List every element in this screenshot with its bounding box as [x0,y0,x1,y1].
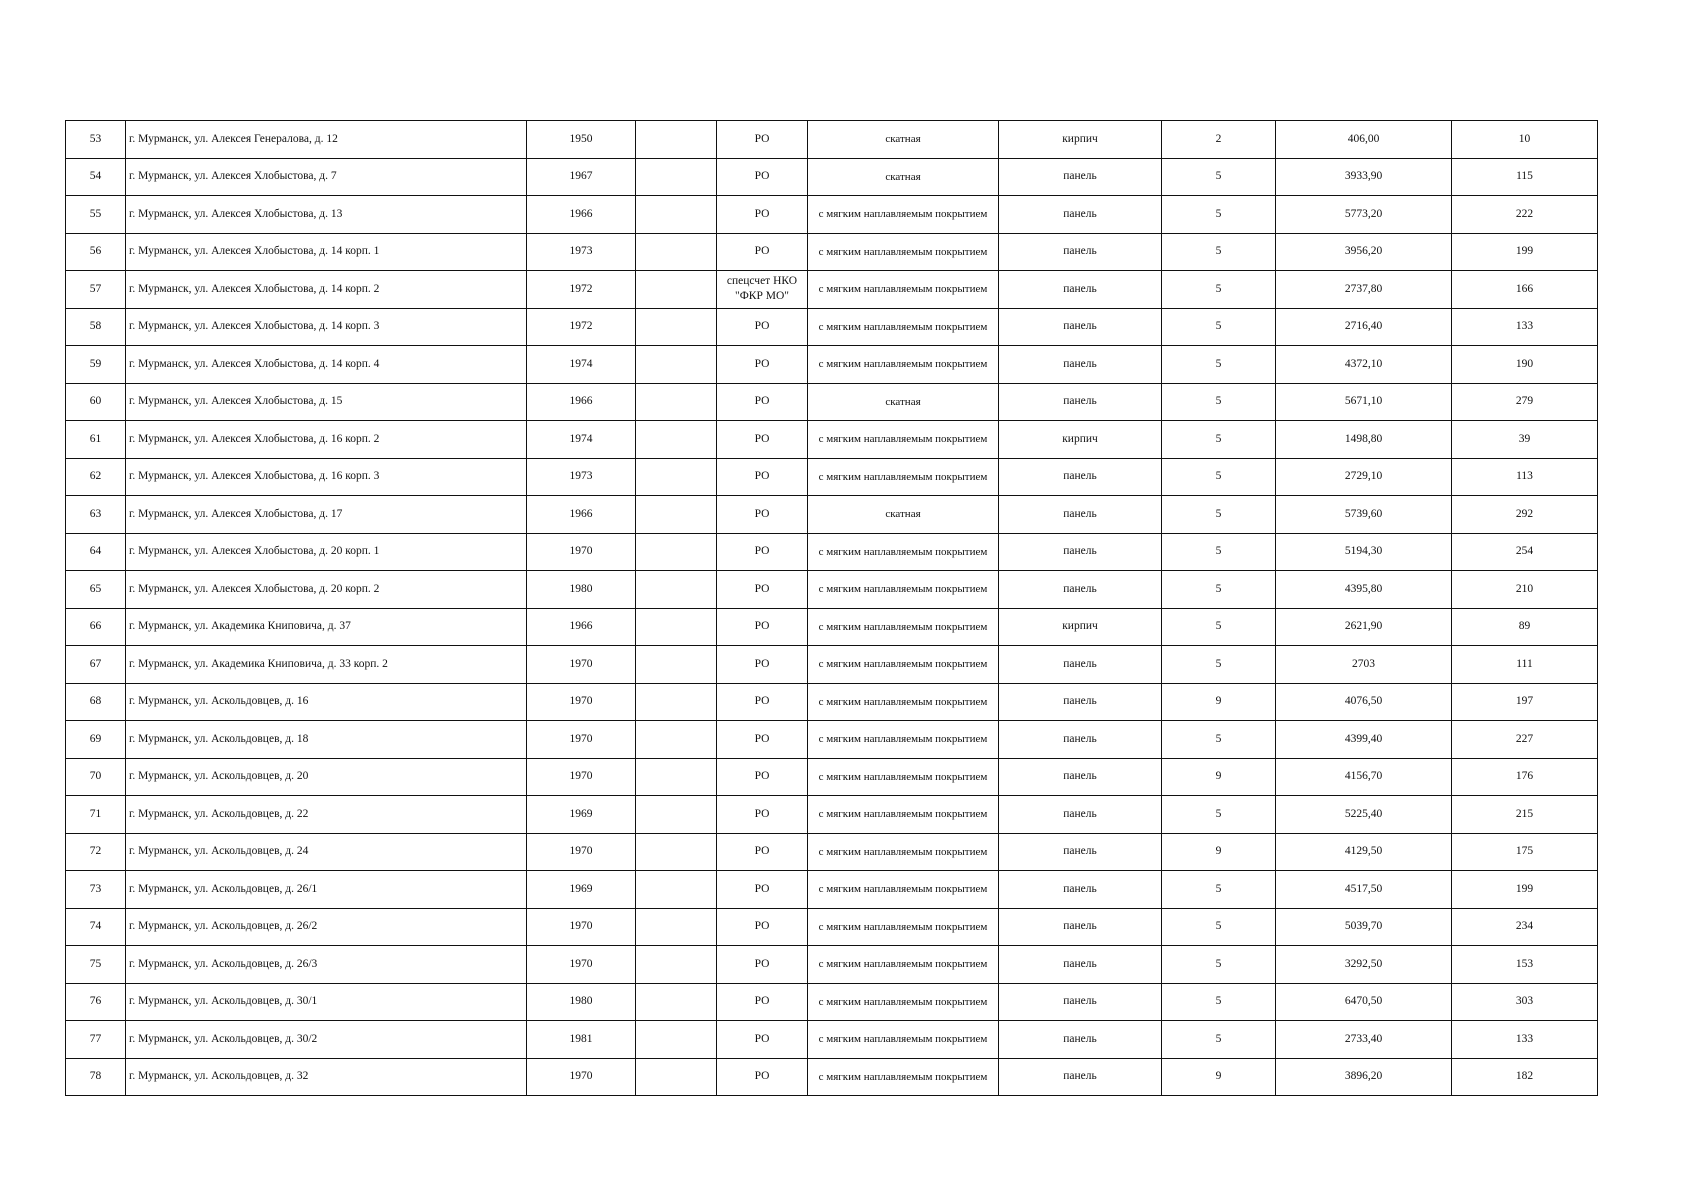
address-cell: г. Мурманск, ул. Алексея Хлобыстова, д. 14 корп. 3 [126,308,527,346]
table-row [66,121,1598,159]
floors-cell: 2 [1162,121,1276,159]
wall-material-cell: панель [999,1058,1162,1096]
wall-material-cell: панель [999,458,1162,496]
roof-type-cell: с мягким наплавляемым покрытием [808,421,999,459]
year-built-cell: 1970 [527,758,636,796]
residents-cell: 222 [1452,196,1598,234]
year-built-cell: 1970 [527,908,636,946]
floors-cell: 9 [1162,758,1276,796]
roof-type-cell: с мягким наплавляемым покрытием [808,721,999,759]
year-built-cell: 1970 [527,721,636,759]
wall-material-cell: панель [999,308,1162,346]
floors-cell: 5 [1162,721,1276,759]
floors-cell: 5 [1162,158,1276,196]
table-row [66,833,1598,871]
address-cell: г. Мурманск, ул. Алексея Хлобыстова, д. 16 корп. 3 [126,458,527,496]
address-cell: г. Мурманск, ул. Алексея Хлобыстова, д. 17 [126,496,527,534]
year-built-cell: 1970 [527,833,636,871]
residents-cell: 115 [1452,158,1598,196]
floors-cell: 5 [1162,421,1276,459]
table-row [66,608,1598,646]
residents-cell: 215 [1452,796,1598,834]
residents-cell: 190 [1452,346,1598,384]
fund-method-cell: РО [717,646,808,684]
row-number-cell: 69 [66,721,126,759]
table-row [66,758,1598,796]
table-row [66,346,1598,384]
residents-cell: 210 [1452,571,1598,609]
table-row [66,908,1598,946]
empty-cell [636,496,717,534]
residents-cell: 182 [1452,1058,1598,1096]
empty-cell [636,721,717,759]
wall-material-cell: панель [999,383,1162,421]
address-cell: г. Мурманск, ул. Аскольдовцев, д. 18 [126,721,527,759]
roof-type-cell: с мягким наплавляемым покрытием [808,233,999,271]
address-cell: г. Мурманск, ул. Алексея Хлобыстова, д. 14 корп. 4 [126,346,527,384]
table-row [66,496,1598,534]
fund-method-cell: РО [717,533,808,571]
fund-method-cell: РО [717,1058,808,1096]
roof-type-cell: с мягким наплавляемым покрытием [808,1021,999,1059]
address-cell: г. Мурманск, ул. Алексея Хлобыстова, д. 20 корп. 2 [126,571,527,609]
roof-type-cell: с мягким наплавляемым покрытием [808,908,999,946]
roof-type-cell: скатная [808,121,999,159]
roof-type-cell: скатная [808,496,999,534]
empty-cell [636,796,717,834]
floors-cell: 5 [1162,308,1276,346]
fund-method-cell: РО [717,496,808,534]
area-cell: 4076,50 [1276,683,1452,721]
row-number-cell: 63 [66,496,126,534]
year-built-cell: 1970 [527,683,636,721]
fund-method-cell: РО [717,983,808,1021]
area-cell: 2621,90 [1276,608,1452,646]
empty-cell [636,833,717,871]
row-number-cell: 66 [66,608,126,646]
empty-cell [636,533,717,571]
area-cell: 406,00 [1276,121,1452,159]
area-cell: 1498,80 [1276,421,1452,459]
empty-cell [636,383,717,421]
floors-cell: 5 [1162,983,1276,1021]
row-number-cell: 56 [66,233,126,271]
table-row [66,158,1598,196]
wall-material-cell: панель [999,908,1162,946]
wall-material-cell: панель [999,946,1162,984]
year-built-cell: 1950 [527,121,636,159]
year-built-cell: 1966 [527,196,636,234]
year-built-cell: 1973 [527,458,636,496]
fund-method-cell: РО [717,571,808,609]
year-built-cell: 1970 [527,946,636,984]
residents-cell: 133 [1452,308,1598,346]
wall-material-cell: кирпич [999,421,1162,459]
area-cell: 3933,90 [1276,158,1452,196]
year-built-cell: 1974 [527,421,636,459]
year-built-cell: 1980 [527,983,636,1021]
area-cell: 5773,20 [1276,196,1452,234]
residents-cell: 111 [1452,646,1598,684]
fund-method-cell: РО [717,908,808,946]
address-cell: г. Мурманск, ул. Аскольдовцев, д. 32 [126,1058,527,1096]
floors-cell: 5 [1162,1021,1276,1059]
wall-material-cell: кирпич [999,121,1162,159]
row-number-cell: 76 [66,983,126,1021]
row-number-cell: 62 [66,458,126,496]
floors-cell: 5 [1162,571,1276,609]
fund-method-cell: РО [717,346,808,384]
empty-cell [636,421,717,459]
fund-method-cell: РО [717,721,808,759]
table-row [66,721,1598,759]
wall-material-cell: панель [999,683,1162,721]
residents-cell: 89 [1452,608,1598,646]
wall-material-cell: панель [999,758,1162,796]
area-cell: 5039,70 [1276,908,1452,946]
fund-method-cell: РО [717,608,808,646]
roof-type-cell: с мягким наплавляемым покрытием [808,946,999,984]
floors-cell: 9 [1162,833,1276,871]
year-built-cell: 1967 [527,158,636,196]
fund-method-cell: РО [717,683,808,721]
wall-material-cell: панель [999,983,1162,1021]
year-built-cell: 1972 [527,271,636,309]
address-cell: г. Мурманск, ул. Алексея Генералова, д. 12 [126,121,527,159]
roof-type-cell: с мягким наплавляемым покрытием [808,646,999,684]
address-cell: г. Мурманск, ул. Алексея Хлобыстова, д. 15 [126,383,527,421]
floors-cell: 5 [1162,871,1276,909]
roof-type-cell: с мягким наплавляемым покрытием [808,983,999,1021]
roof-type-cell: с мягким наплавляемым покрытием [808,796,999,834]
roof-type-cell: с мягким наплавляемым покрытием [808,346,999,384]
residents-cell: 199 [1452,871,1598,909]
residents-cell: 113 [1452,458,1598,496]
residents-cell: 279 [1452,383,1598,421]
empty-cell [636,871,717,909]
roof-type-cell: с мягким наплавляемым покрытием [808,271,999,309]
table-row [66,383,1598,421]
empty-cell [636,196,717,234]
roof-type-cell: с мягким наплавляемым покрытием [808,533,999,571]
empty-cell [636,983,717,1021]
area-cell: 3896,20 [1276,1058,1452,1096]
table-row [66,871,1598,909]
row-number-cell: 59 [66,346,126,384]
address-cell: г. Мурманск, ул. Аскольдовцев, д. 24 [126,833,527,871]
fund-method-cell: РО [717,758,808,796]
row-number-cell: 67 [66,646,126,684]
table-row [66,646,1598,684]
wall-material-cell: панель [999,346,1162,384]
roof-type-cell: скатная [808,383,999,421]
residents-cell: 166 [1452,271,1598,309]
residents-cell: 197 [1452,683,1598,721]
fund-method-cell: РО [717,871,808,909]
floors-cell: 5 [1162,458,1276,496]
area-cell: 4395,80 [1276,571,1452,609]
area-cell: 5739,60 [1276,496,1452,534]
area-cell: 3956,20 [1276,233,1452,271]
table-row [66,533,1598,571]
area-cell: 2733,40 [1276,1021,1452,1059]
table-row [66,946,1598,984]
wall-material-cell: панель [999,796,1162,834]
year-built-cell: 1970 [527,533,636,571]
empty-cell [636,121,717,159]
area-cell: 4517,50 [1276,871,1452,909]
wall-material-cell: кирпич [999,608,1162,646]
fund-method-cell: РО [717,233,808,271]
roof-type-cell: с мягким наплавляемым покрытием [808,308,999,346]
year-built-cell: 1973 [527,233,636,271]
row-number-cell: 75 [66,946,126,984]
roof-type-cell: с мягким наплавляемым покрытием [808,571,999,609]
residents-cell: 175 [1452,833,1598,871]
fund-method-cell: РО [717,383,808,421]
roof-type-cell: с мягким наплавляемым покрытием [808,196,999,234]
fund-method-cell: РО [717,196,808,234]
table-row [66,271,1598,309]
area-cell: 4129,50 [1276,833,1452,871]
fund-method-cell: спецсчет НКО "ФКР МО" [717,271,808,309]
year-built-cell: 1969 [527,871,636,909]
floors-cell: 5 [1162,196,1276,234]
floors-cell: 5 [1162,346,1276,384]
floors-cell: 5 [1162,271,1276,309]
row-number-cell: 74 [66,908,126,946]
row-number-cell: 58 [66,308,126,346]
row-number-cell: 72 [66,833,126,871]
empty-cell [636,646,717,684]
wall-material-cell: панель [999,158,1162,196]
address-cell: г. Мурманск, ул. Аскольдовцев, д. 26/1 [126,871,527,909]
floors-cell: 5 [1162,533,1276,571]
empty-cell [636,233,717,271]
year-built-cell: 1972 [527,308,636,346]
row-number-cell: 64 [66,533,126,571]
wall-material-cell: панель [999,196,1162,234]
floors-cell: 5 [1162,908,1276,946]
fund-method-cell: РО [717,421,808,459]
row-number-cell: 65 [66,571,126,609]
row-number-cell: 57 [66,271,126,309]
wall-material-cell: панель [999,571,1162,609]
fund-method-cell: РО [717,796,808,834]
residents-cell: 153 [1452,946,1598,984]
empty-cell [636,908,717,946]
year-built-cell: 1970 [527,646,636,684]
address-cell: г. Мурманск, ул. Алексея Хлобыстова, д. 14 корп. 1 [126,233,527,271]
roof-type-cell: с мягким наплавляемым покрытием [808,608,999,646]
wall-material-cell: панель [999,721,1162,759]
row-number-cell: 60 [66,383,126,421]
roof-type-cell: с мягким наплавляемым покрытием [808,458,999,496]
year-built-cell: 1974 [527,346,636,384]
area-cell: 5225,40 [1276,796,1452,834]
empty-cell [636,571,717,609]
address-cell: г. Мурманск, ул. Аскольдовцев, д. 26/2 [126,908,527,946]
roof-type-cell: с мягким наплавляемым покрытием [808,871,999,909]
table-row [66,1058,1598,1096]
empty-cell [636,758,717,796]
table-row [66,983,1598,1021]
table-row [66,571,1598,609]
area-cell: 4399,40 [1276,721,1452,759]
floors-cell: 5 [1162,233,1276,271]
address-cell: г. Мурманск, ул. Аскольдовцев, д. 30/1 [126,983,527,1021]
row-number-cell: 78 [66,1058,126,1096]
table-row [66,458,1598,496]
empty-cell [636,346,717,384]
empty-cell [636,271,717,309]
roof-type-cell: с мягким наплавляемым покрытием [808,1058,999,1096]
roof-type-cell: с мягким наплавляемым покрытием [808,683,999,721]
residents-cell: 292 [1452,496,1598,534]
area-cell: 5194,30 [1276,533,1452,571]
table-body [66,121,1598,1096]
table-row [66,1021,1598,1059]
fund-method-cell: РО [717,946,808,984]
floors-cell: 5 [1162,946,1276,984]
row-number-cell: 77 [66,1021,126,1059]
wall-material-cell: панель [999,871,1162,909]
empty-cell [636,683,717,721]
residents-cell: 199 [1452,233,1598,271]
empty-cell [636,458,717,496]
floors-cell: 9 [1162,1058,1276,1096]
floors-cell: 5 [1162,383,1276,421]
row-number-cell: 61 [66,421,126,459]
empty-cell [636,608,717,646]
housing-table [65,120,1598,1096]
address-cell: г. Мурманск, ул. Алексея Хлобыстова, д. 20 корп. 1 [126,533,527,571]
table-row [66,421,1598,459]
wall-material-cell: панель [999,496,1162,534]
year-built-cell: 1980 [527,571,636,609]
year-built-cell: 1969 [527,796,636,834]
floors-cell: 5 [1162,608,1276,646]
area-cell: 2737,80 [1276,271,1452,309]
table-row [66,233,1598,271]
address-cell: г. Мурманск, ул. Академика Книповича, д. 33 корп. 2 [126,646,527,684]
fund-method-cell: РО [717,158,808,196]
row-number-cell: 73 [66,871,126,909]
wall-material-cell: панель [999,1021,1162,1059]
wall-material-cell: панель [999,533,1162,571]
roof-type-cell: с мягким наплавляемым покрытием [808,758,999,796]
floors-cell: 5 [1162,496,1276,534]
row-number-cell: 53 [66,121,126,159]
address-cell: г. Мурманск, ул. Алексея Хлобыстова, д. 14 корп. 2 [126,271,527,309]
area-cell: 6470,50 [1276,983,1452,1021]
area-cell: 2716,40 [1276,308,1452,346]
empty-cell [636,158,717,196]
fund-method-cell: РО [717,833,808,871]
address-cell: г. Мурманск, ул. Алексея Хлобыстова, д. 13 [126,196,527,234]
table-row [66,683,1598,721]
table-row [66,196,1598,234]
residents-cell: 234 [1452,908,1598,946]
wall-material-cell: панель [999,646,1162,684]
residents-cell: 227 [1452,721,1598,759]
area-cell: 2729,10 [1276,458,1452,496]
roof-type-cell: скатная [808,158,999,196]
address-cell: г. Мурманск, ул. Аскольдовцев, д. 20 [126,758,527,796]
residents-cell: 176 [1452,758,1598,796]
residents-cell: 303 [1452,983,1598,1021]
floors-cell: 9 [1162,683,1276,721]
wall-material-cell: панель [999,233,1162,271]
wall-material-cell: панель [999,271,1162,309]
fund-method-cell: РО [717,1021,808,1059]
address-cell: г. Мурманск, ул. Аскольдовцев, д. 26/3 [126,946,527,984]
empty-cell [636,1058,717,1096]
empty-cell [636,1021,717,1059]
residents-cell: 133 [1452,1021,1598,1059]
residents-cell: 39 [1452,421,1598,459]
empty-cell [636,308,717,346]
fund-method-cell: РО [717,121,808,159]
year-built-cell: 1966 [527,496,636,534]
address-cell: г. Мурманск, ул. Аскольдовцев, д. 30/2 [126,1021,527,1059]
row-number-cell: 68 [66,683,126,721]
row-number-cell: 71 [66,796,126,834]
address-cell: г. Мурманск, ул. Академика Книповича, д. 37 [126,608,527,646]
address-cell: г. Мурманск, ул. Алексея Хлобыстова, д. 7 [126,158,527,196]
area-cell: 4156,70 [1276,758,1452,796]
year-built-cell: 1981 [527,1021,636,1059]
empty-cell [636,946,717,984]
roof-type-cell: с мягким наплавляемым покрытием [808,833,999,871]
row-number-cell: 54 [66,158,126,196]
row-number-cell: 55 [66,196,126,234]
floors-cell: 5 [1162,796,1276,834]
area-cell: 2703 [1276,646,1452,684]
table-row [66,796,1598,834]
address-cell: г. Мурманск, ул. Аскольдовцев, д. 16 [126,683,527,721]
year-built-cell: 1966 [527,383,636,421]
address-cell: г. Мурманск, ул. Алексея Хлобыстова, д. 16 корп. 2 [126,421,527,459]
area-cell: 3292,50 [1276,946,1452,984]
table-row [66,308,1598,346]
address-cell: г. Мурманск, ул. Аскольдовцев, д. 22 [126,796,527,834]
floors-cell: 5 [1162,646,1276,684]
year-built-cell: 1966 [527,608,636,646]
row-number-cell: 70 [66,758,126,796]
year-built-cell: 1970 [527,1058,636,1096]
area-cell: 4372,10 [1276,346,1452,384]
fund-method-cell: РО [717,308,808,346]
residents-cell: 254 [1452,533,1598,571]
fund-method-cell: РО [717,458,808,496]
area-cell: 5671,10 [1276,383,1452,421]
wall-material-cell: панель [999,833,1162,871]
residents-cell: 10 [1452,121,1598,159]
